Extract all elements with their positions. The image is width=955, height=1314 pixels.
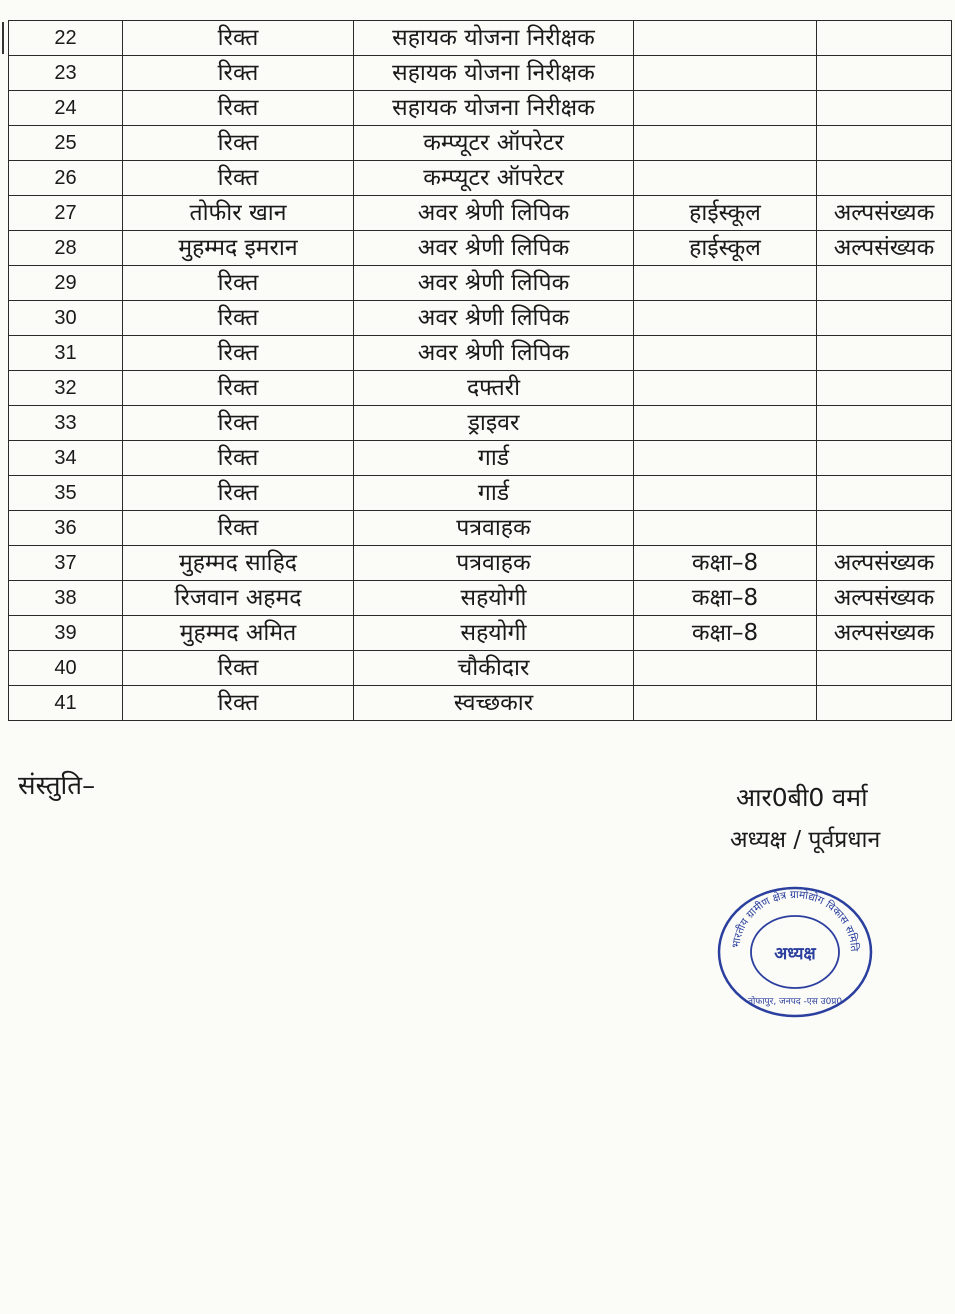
cell-qualification: हाईस्कूल — [634, 196, 817, 231]
cell-employee-name: रिक्त — [123, 266, 354, 301]
cell-category — [817, 161, 952, 196]
cell-employee-name: रिक्त — [123, 406, 354, 441]
signatory-title: अध्यक्ष / पूर्वप्रधान — [730, 827, 881, 853]
cell-serial-no: 39 — [9, 616, 123, 651]
cell-qualification — [634, 161, 817, 196]
cell-employee-name: मुहम्मद अमित — [123, 616, 354, 651]
cell-serial-no: 31 — [9, 336, 123, 371]
cell-category — [817, 441, 952, 476]
staff-table-body — [9, 21, 952, 721]
table-row — [9, 301, 952, 336]
cell-serial-no: 34 — [9, 441, 123, 476]
cell-employee-name: रिक्त — [123, 651, 354, 686]
cell-post: पत्रवाहक — [354, 546, 634, 581]
cell-serial-no: 24 — [9, 91, 123, 126]
cell-serial-no: 29 — [9, 266, 123, 301]
cell-category — [817, 336, 952, 371]
cell-qualification — [634, 406, 817, 441]
cell-post: कम्प्यूटर ऑपरेटर — [354, 161, 634, 196]
table-row — [9, 406, 952, 441]
cell-post: सहायक योजना निरीक्षक — [354, 21, 634, 56]
seal-ring-text: भारतीय ग्रामीण क्षेत्र ग्रामोद्योग विकास समिति — [729, 888, 861, 952]
cell-category — [817, 21, 952, 56]
cell-serial-no: 22 — [9, 21, 123, 56]
cell-employee-name: रिजवान अहमद — [123, 581, 354, 616]
cell-category — [817, 301, 952, 336]
cell-category — [817, 406, 952, 441]
cell-qualification — [634, 651, 817, 686]
cell-qualification: हाईस्कूल — [634, 231, 817, 266]
cell-employee-name: रिक्त — [123, 21, 354, 56]
cell-category: अल्पसंख्यक — [817, 546, 952, 581]
cell-category — [817, 91, 952, 126]
cell-post: चौकीदार — [354, 651, 634, 686]
cell-qualification: कक्षा–8 — [634, 581, 817, 616]
cell-post: पत्रवाहक — [354, 511, 634, 546]
table-row — [9, 511, 952, 546]
cell-employee-name: रिक्त — [123, 441, 354, 476]
cell-post: सहायक योजना निरीक्षक — [354, 91, 634, 126]
table-row — [9, 126, 952, 161]
cell-category — [817, 56, 952, 91]
cell-qualification — [634, 126, 817, 161]
signatory-name: आर0बी0 वर्मा — [736, 783, 868, 812]
staff-table — [8, 20, 952, 721]
table-row — [9, 91, 952, 126]
cell-qualification — [634, 371, 817, 406]
cell-employee-name: रिक्त — [123, 91, 354, 126]
cell-serial-no: 36 — [9, 511, 123, 546]
table-row — [9, 196, 952, 231]
cell-serial-no: 32 — [9, 371, 123, 406]
cell-serial-no: 40 — [9, 651, 123, 686]
cell-post: सहायक योजना निरीक्षक — [354, 56, 634, 91]
cell-post: कम्प्यूटर ऑपरेटर — [354, 126, 634, 161]
cell-category — [817, 686, 952, 721]
cell-category: अल्पसंख्यक — [817, 581, 952, 616]
cell-qualification — [634, 56, 817, 91]
seal-bottom-text: तोफापुर, जनपद -एस उ0प्र0 — [747, 997, 843, 1007]
cell-employee-name: रिक्त — [123, 511, 354, 546]
cell-employee-name: तोफीर खान — [123, 196, 354, 231]
table-row — [9, 336, 952, 371]
table-row — [9, 441, 952, 476]
cell-qualification — [634, 511, 817, 546]
cell-qualification — [634, 301, 817, 336]
cell-post: गार्ड — [354, 441, 634, 476]
table-row — [9, 686, 952, 721]
table-row — [9, 266, 952, 301]
cell-post: दफ्तरी — [354, 371, 634, 406]
cell-post: अवर श्रेणी लिपिक — [354, 231, 634, 266]
cell-post: अवर श्रेणी लिपिक — [354, 196, 634, 231]
table-row — [9, 616, 952, 651]
cell-qualification — [634, 336, 817, 371]
cell-qualification: कक्षा–8 — [634, 546, 817, 581]
cell-serial-no: 28 — [9, 231, 123, 266]
cell-employee-name: मुहम्मद साहिद — [123, 546, 354, 581]
cell-qualification — [634, 91, 817, 126]
cell-employee-name: मुहम्मद इमरान — [123, 231, 354, 266]
table-row — [9, 651, 952, 686]
table-row — [9, 21, 952, 56]
cell-category — [817, 126, 952, 161]
cell-qualification — [634, 686, 817, 721]
cell-employee-name: रिक्त — [123, 371, 354, 406]
cell-qualification — [634, 441, 817, 476]
cell-serial-no: 33 — [9, 406, 123, 441]
table-row — [9, 546, 952, 581]
cell-post: ड्राइवर — [354, 406, 634, 441]
table-row — [9, 161, 952, 196]
table-row — [9, 581, 952, 616]
official-seal-stamp — [715, 884, 875, 1019]
cell-serial-no: 37 — [9, 546, 123, 581]
cell-category: अल्पसंख्यक — [817, 616, 952, 651]
cell-serial-no: 38 — [9, 581, 123, 616]
cell-qualification — [634, 21, 817, 56]
cell-serial-no: 30 — [9, 301, 123, 336]
cell-serial-no: 27 — [9, 196, 123, 231]
seal-center-text: अध्यक्ष — [774, 944, 816, 964]
cell-employee-name: रिक्त — [123, 336, 354, 371]
cell-post: अवर श्रेणी लिपिक — [354, 301, 634, 336]
cell-category — [817, 476, 952, 511]
cell-qualification — [634, 266, 817, 301]
cell-category — [817, 511, 952, 546]
table-row — [9, 231, 952, 266]
recommendation-label: संस्तुति– — [18, 771, 96, 801]
cell-category — [817, 266, 952, 301]
cell-employee-name: रिक्त — [123, 161, 354, 196]
cell-category — [817, 371, 952, 406]
cell-post: सहयोगी — [354, 581, 634, 616]
cell-serial-no: 35 — [9, 476, 123, 511]
cell-employee-name: रिक्त — [123, 126, 354, 161]
cell-employee-name: रिक्त — [123, 301, 354, 336]
table-row — [9, 476, 952, 511]
table-row — [9, 56, 952, 91]
table-row — [9, 371, 952, 406]
cell-qualification: कक्षा–8 — [634, 616, 817, 651]
cell-serial-no: 25 — [9, 126, 123, 161]
cell-post: सहयोगी — [354, 616, 634, 651]
cell-serial-no: 23 — [9, 56, 123, 91]
cell-post: अवर श्रेणी लिपिक — [354, 336, 634, 371]
cell-category: अल्पसंख्यक — [817, 196, 952, 231]
cell-serial-no: 26 — [9, 161, 123, 196]
cell-employee-name: रिक्त — [123, 686, 354, 721]
cell-employee-name: रिक्त — [123, 56, 354, 91]
cell-category: अल्पसंख्यक — [817, 231, 952, 266]
cell-employee-name: रिक्त — [123, 476, 354, 511]
cell-category — [817, 651, 952, 686]
cell-post: अवर श्रेणी लिपिक — [354, 266, 634, 301]
cell-post: गार्ड — [354, 476, 634, 511]
cell-qualification — [634, 476, 817, 511]
cell-serial-no: 41 — [9, 686, 123, 721]
cell-post: स्वच्छकार — [354, 686, 634, 721]
